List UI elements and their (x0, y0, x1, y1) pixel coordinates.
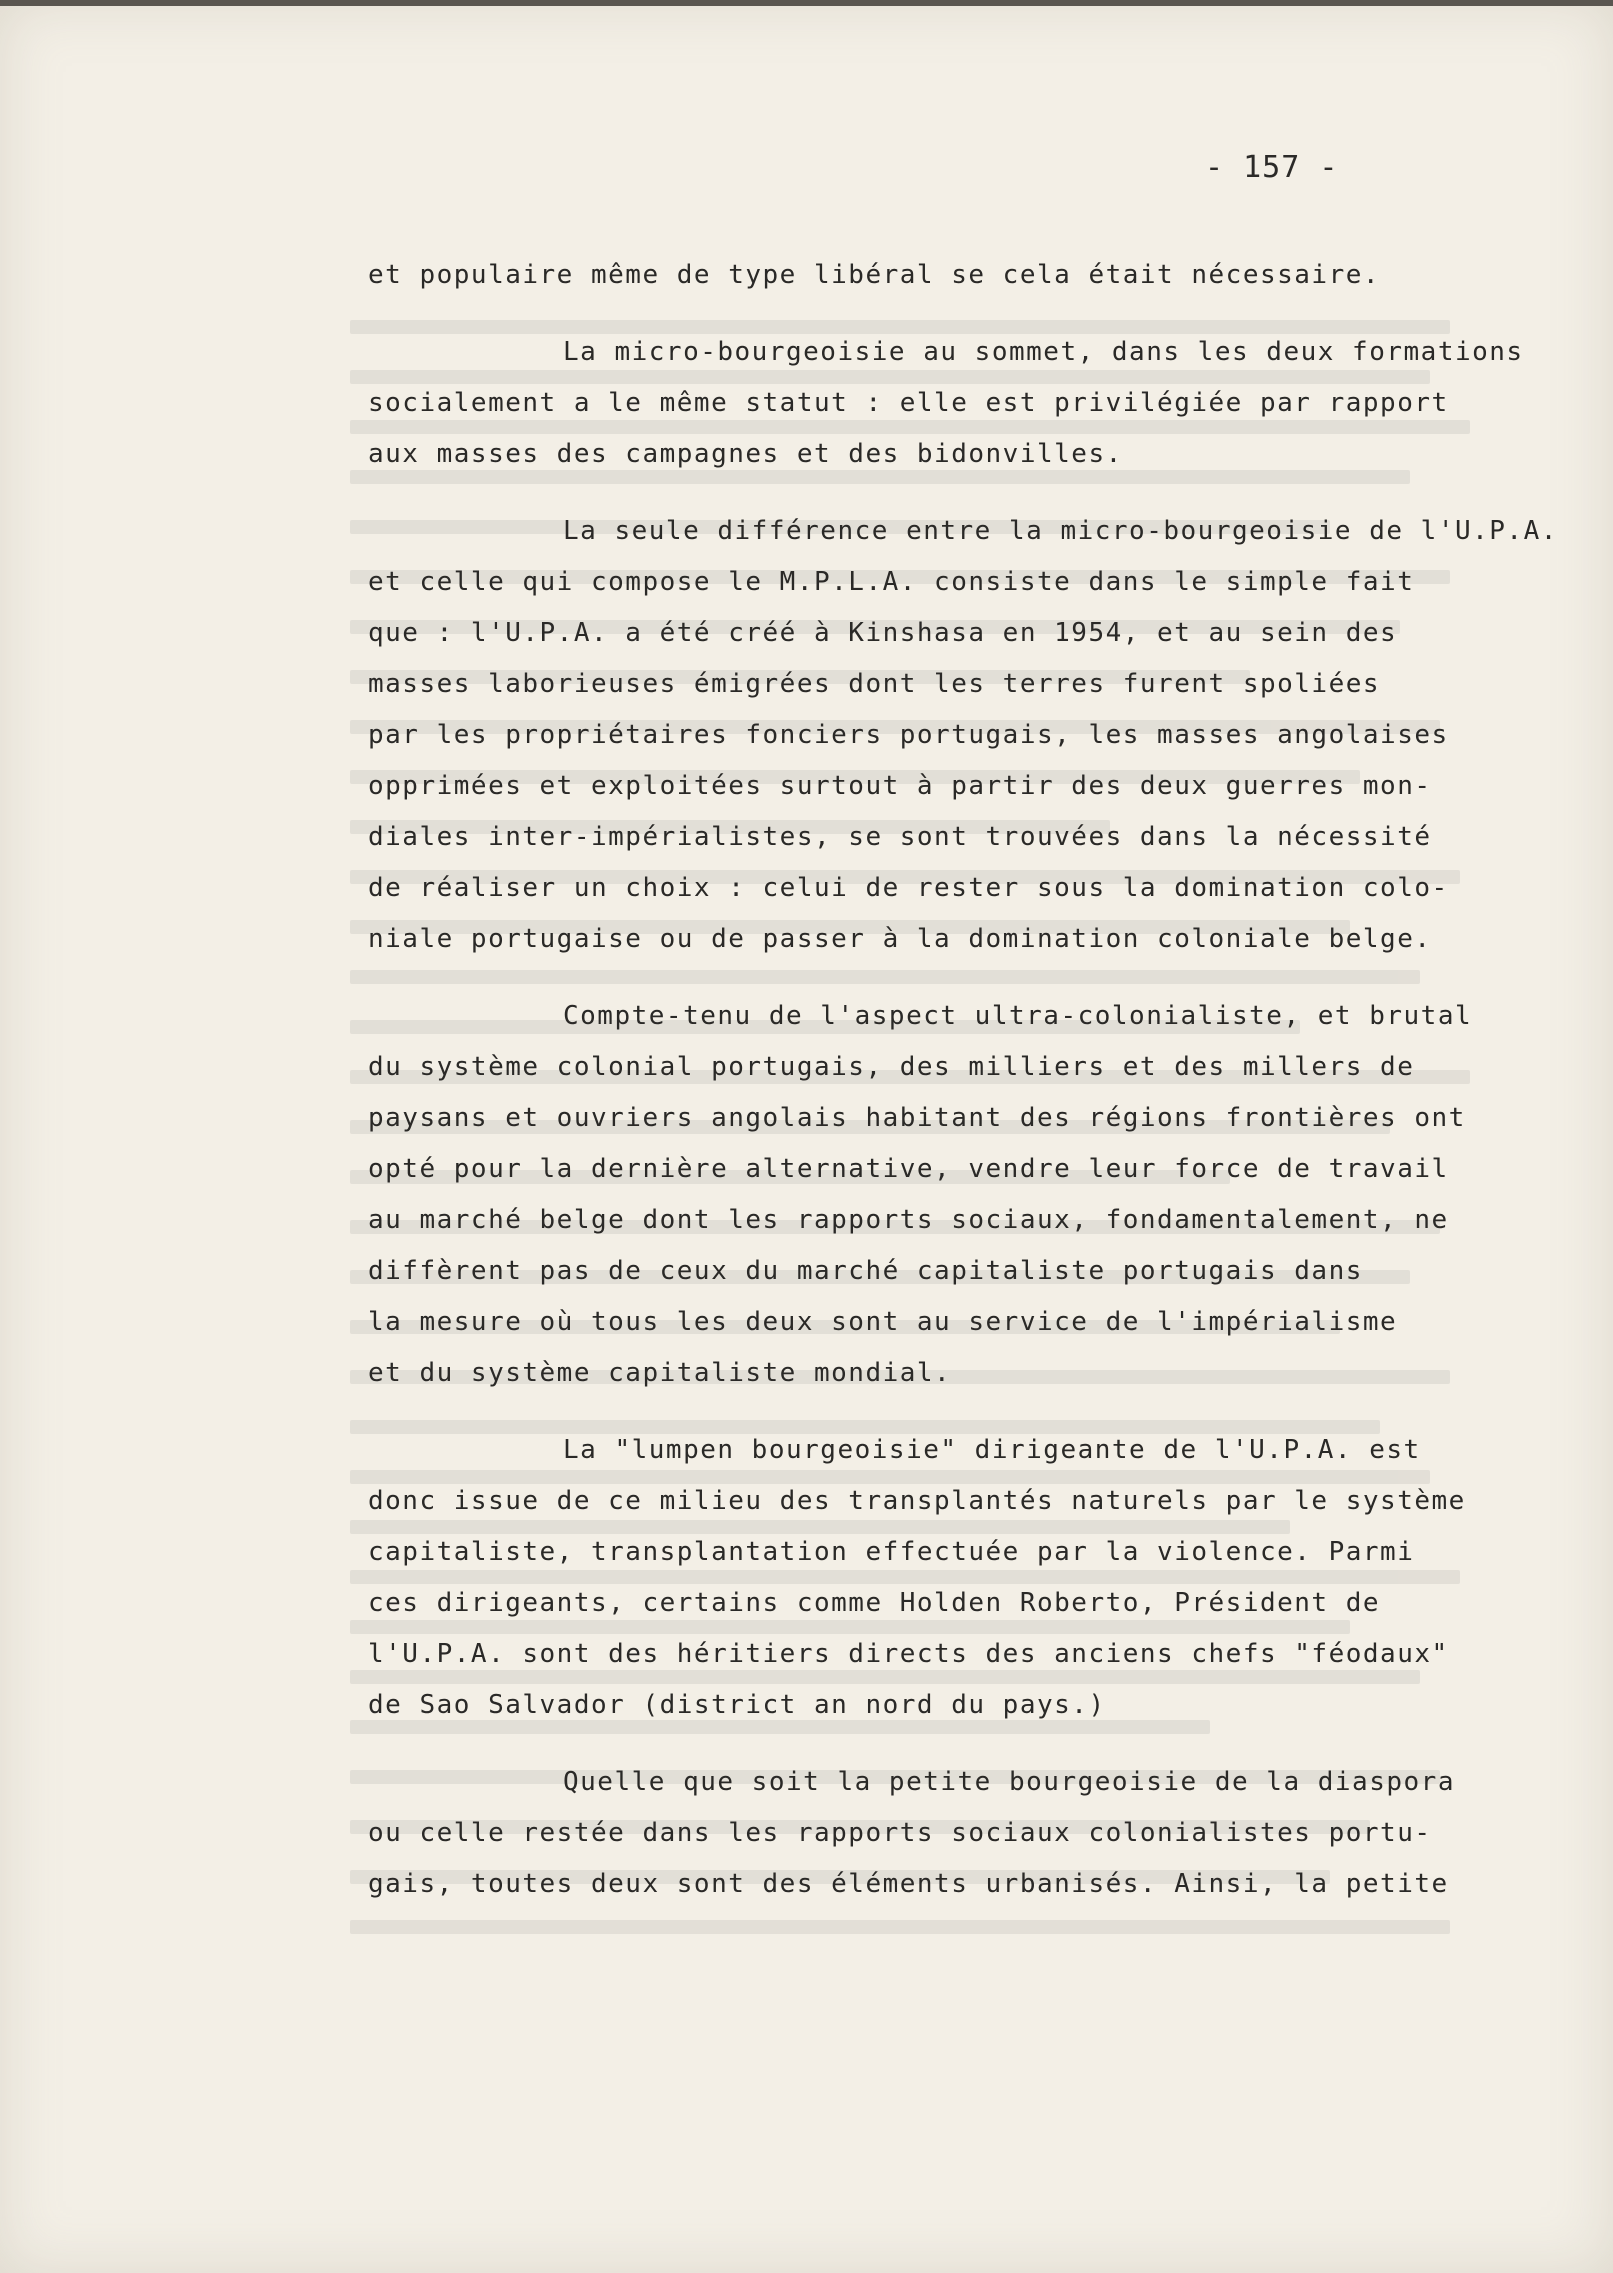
text-line: et du système capitaliste mondial. (368, 1358, 952, 1388)
paragraph-gap (368, 1399, 1593, 1425)
text-line: aux masses des campagnes et des bidonvilles. (368, 439, 1123, 469)
paragraph (368, 506, 1593, 965)
paragraph-gap (368, 965, 1593, 991)
text-line: paysans et ouvriers angolais habitant des régions frontières ont (368, 1103, 1466, 1133)
text-line: par les propriétaires fonciers portugais, les masses angolaises (368, 720, 1449, 750)
text-line: que : l'U.P.A. a été créé à Kinshasa en 1954, et au sein des (368, 618, 1398, 648)
text-line: ou celle restée dans les rapports sociaux colonialistes portu- (368, 1818, 1432, 1848)
scan-top-edge (0, 0, 1613, 6)
text-line: l'U.P.A. sont des héritiers directs des anciens chefs "féodaux" (368, 1639, 1449, 1669)
text-line: La "lumpen bourgeoisie" dirigeante de l'U.P.A. est (563, 1435, 1421, 1465)
text-line: de réaliser un choix : celui de rester sous la domination colo- (368, 873, 1449, 903)
text-line: donc issue de ce milieu des transplantés naturels par le système (368, 1486, 1466, 1516)
paragraph-gap (368, 480, 1593, 506)
text-line: du système colonial portugais, des milliers et des millers de (368, 1052, 1415, 1082)
text-line: La seule différence entre la micro-bourgeoisie de l'U.P.A. (563, 516, 1558, 546)
text-line: La micro-bourgeoisie au sommet, dans les deux formations (563, 337, 1524, 367)
text-line: de Sao Salvador (district an nord du pays.) (368, 1690, 1106, 1720)
text-line: capitaliste, transplantation effectuée par la violence. Parmi (368, 1537, 1415, 1567)
text-line: niale portugaise ou de passer à la domination coloniale belge. (368, 924, 1432, 954)
text-line: opprimées et exploitées surtout à partir des deux guerres mon- (368, 771, 1432, 801)
paragraph (368, 1757, 1593, 1910)
text-line: gais, toutes deux sont des éléments urbanisés. Ainsi, la petite (368, 1869, 1449, 1899)
text-line: opté pour la dernière alternative, vendre leur force de travail (368, 1154, 1449, 1184)
page-number: - 157 - (1205, 150, 1339, 185)
paragraph (368, 250, 1593, 301)
text-line: ces dirigeants, certains comme Holden Roberto, Président de (368, 1588, 1381, 1618)
text-line: masses laborieuses émigrées dont les terres furent spoliées (368, 669, 1381, 699)
text-line: et celle qui compose le M.P.L.A. consiste dans le simple fait (368, 567, 1415, 597)
paragraph-gap (368, 301, 1593, 327)
text-line: diales inter-impérialistes, se sont trouvées dans la nécessité (368, 822, 1432, 852)
text-line: et populaire même de type libéral se cela était nécessaire. (368, 260, 1381, 290)
text-line: au marché belge dont les rapports sociaux, fondamentalement, ne (368, 1205, 1449, 1235)
paragraph (368, 991, 1593, 1399)
text-line: socialement a le même statut : elle est privilégiée par rapport (368, 388, 1449, 418)
body-text (368, 250, 1593, 1910)
paragraph (368, 327, 1593, 480)
text-line: Compte-tenu de l'aspect ultra-colonialiste, et brutal (563, 1001, 1473, 1031)
text-line: diffèrent pas de ceux du marché capitaliste portugais dans (368, 1256, 1363, 1286)
paragraph (368, 1425, 1593, 1731)
text-line: Quelle que soit la petite bourgeoisie de la diaspora (563, 1767, 1455, 1797)
paragraph-gap (368, 1731, 1593, 1757)
text-line: la mesure où tous les deux sont au service de l'impérialisme (368, 1307, 1398, 1337)
